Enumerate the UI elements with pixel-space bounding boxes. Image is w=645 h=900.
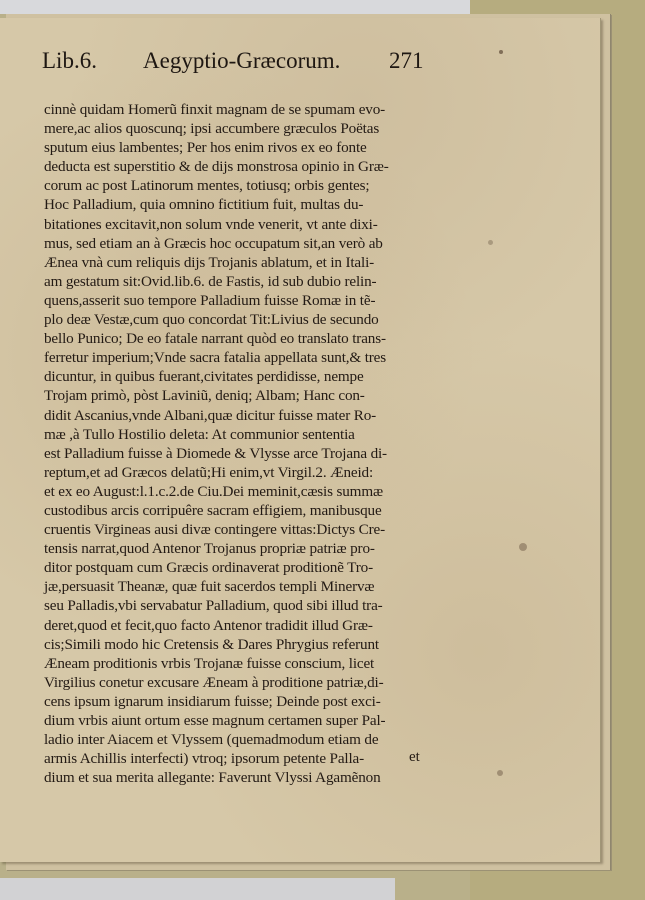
text-line: bitationes excitavit,non solum vnde venerit, vt ante dixi-	[44, 216, 378, 233]
text-line: Ænea vnà cum reliquis dijs Trojanis ablatum, et in Itali-	[44, 254, 375, 271]
background-top	[0, 0, 470, 14]
ink-spot	[488, 240, 493, 245]
body-text	[44, 101, 430, 788]
text-line: cens ipsum ignarum insidiarum fuisse; Deinde post exci-	[44, 693, 381, 710]
text-line: deducta est superstitio & de dijs monstrosa opinio in Græ-	[44, 159, 389, 176]
text-line: mus, sed etiam an à Græcis hoc occupatum sit,an verò ab	[44, 235, 383, 252]
text-line: et ex eo August:l.1.c.2.de Ciu.Dei meminit,cæsis summæ	[44, 483, 383, 500]
text-line: tensis narrat,quod Antenor Trojanus propriæ patriæ pro-	[44, 541, 375, 558]
text-line: sputum eius lambentes; Per hos enim rivos ex eo fonte	[44, 140, 367, 157]
text-line: quens,asserit suo tempore Palladium fuisse Romæ in tẽ-	[44, 292, 376, 309]
catchword: et	[409, 749, 420, 765]
text-line: Trojam primò, pòst Laviniũ, deniq; Albam; Hanc con-	[44, 388, 365, 405]
text-line: est Palladium fuisse à Diomede & Vlysse arce Trojana di-	[44, 445, 387, 462]
text-line: dium vrbis aiunt ortum esse magnum certamen super Pal-	[44, 713, 386, 729]
background-bottom	[0, 878, 395, 900]
text-line: ferretur imperium;Vnde sacra fatalia appellata sunt,& tres	[44, 350, 386, 367]
page-number: 271	[389, 48, 424, 73]
text-line: Virgilius conetur excusare Æneam à proditione patriæ,di-	[44, 674, 384, 691]
text-line: cruentis Virgineas ausi divæ contingere vittas:Dictys Cre-	[44, 522, 386, 539]
page-header	[42, 48, 432, 88]
text-line: am gestatum sit:Ovid.lib.6. de Fastis, id sub dubio relin-	[44, 273, 377, 290]
text-line: mæ ,à Tullo Hostilio deleta: At communior sententia	[44, 426, 355, 443]
text-line: armis Achillis interfecti) vtroq; ipsorum petente Palla-	[44, 751, 365, 768]
text-line: ditor postquam cum Græcis ordinaverat proditionẽ Tro-	[44, 560, 373, 577]
text-line: dicuntur, in quibus fuerant,civitates perdidisse, nempe	[44, 369, 364, 386]
text-line: ladio inter Aiacem et Vlyssem (quemadmodum etiam de	[44, 732, 379, 749]
running-head-title: Aegyptio-Græcorum.	[143, 48, 341, 73]
running-head-book: Lib.6.	[42, 48, 97, 73]
text-line: Hoc Palladium, quia omnino fictitium fuit, multas du-	[44, 197, 364, 214]
text-line: Æneam proditionis vrbis Trojanæ fuisse conscium, licet	[44, 655, 375, 672]
text-line: custodibus arcis corripuêre sacram effigiem, manibusque	[44, 502, 382, 519]
text-line: cinnè quidam Homerũ finxit magnam de se spumam evo-	[44, 102, 386, 118]
text-line: reptum,et ad Græcos delatũ;Hi enim,vt Virgil.2. Æneid:	[44, 464, 374, 481]
ink-spot	[499, 50, 503, 54]
text-line: deret,quod et fecit,quo facto Antenor tradidit illud Græ-	[44, 617, 373, 634]
text-line: dium et sua merita allegante: Faverunt Vlyssi Agamẽnon	[44, 770, 381, 787]
text-line: jæ,persuasit Theanæ, quæ fuit sacerdos templi Minervæ	[44, 579, 375, 596]
text-line: mere,ac alios quoscunq; ipsi accumbere græculos Poëtas	[44, 121, 380, 138]
text-line: plo deæ Vestæ,cum quo concordat Tit:Livius de secundo	[44, 312, 379, 329]
text-line: didit Ascanius,vnde Albani,quæ dicitur fuisse mater Ro-	[44, 407, 377, 424]
ink-spot	[519, 543, 527, 551]
text-line: cis;Simili modo hic Cretensis & Dares Phrygius referunt	[44, 636, 379, 653]
text-line: bello Punico; De eo fatale narrant quòd eo translato trans-	[44, 331, 386, 348]
ink-spot	[497, 770, 503, 776]
text-line: seu Palladis,vbi servabatur Palladium, quod sibi illud tra-	[44, 598, 383, 615]
text-line: corum ac post Latinorum mentes, totiusq; orbis gentes;	[44, 178, 370, 195]
